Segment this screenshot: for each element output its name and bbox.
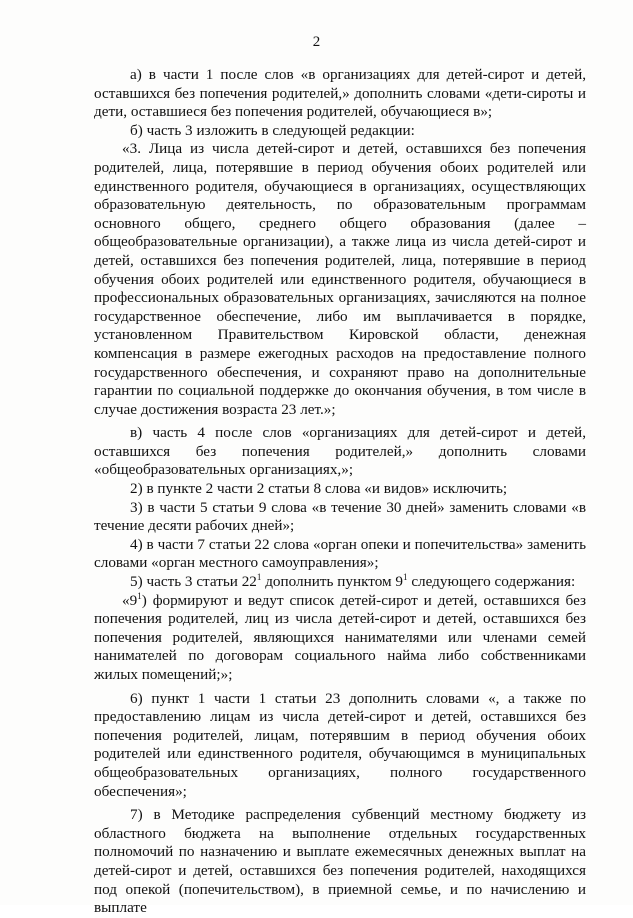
item-7: 7) в Методике распределения субвенций местному бюджету из областного бюджета на выполнение отдельных государственных полномочий по назначению и выплате ежемесячных денежных выплат на детей-сирот и детей, оставшихся без попечения родителей, находящихся под опекой (попечительством), в приемной семье, и по начислению и выплате [94,806,586,917]
item-5-text-start: 5) часть 3 статьи 22 [130,573,257,591]
item-5-text-end: следующего содержания: [407,573,576,591]
item-5-quote-superscript: 1 [137,590,142,601]
paragraph-v: в) часть 4 после слов «организациях для детей-сирот и детей, оставшихся без попечения родителей,» дополнить словами «общеобразовательных организациях,»; [94,424,586,479]
page-number: 2 [312,34,321,50]
item-6: 6) пункт 1 части 1 статьи 23 дополнить словами «, а также по предоставлению лицам из числа детей-сирот и детей, оставшихся без попечения родителей, лицам, потерявшим в период обучения обоих родителей или единственного родителя, обучающимся в муниципальных общеобразовательных организациях, полного государственного обеспечения»; [94,689,586,800]
item-5-superscript-2: 1 [403,571,408,582]
item-5-superscript-1: 1 [256,571,262,582]
paragraph-b-quote: «3. Лица из числа детей-сирот и детей, оставшихся без попечения родителей, лица, потерявшие в период обучения обоих родителей или единственного родителя, обучающиеся в организациях, осуществляющих образовательную деятельность, по образовательным программам основного общего, среднего общего образования (далее – общеобразовательные организации), а также лица из числа детей-сирот и детей, оставшихся без попечения родителей, лица, потерявшие в период обучения обоих родителей или единственного родителя, обучающиеся в профессиональных образовательных организациях, зачисляются на полное государственное обеспечение, либо им выплачивается в порядке, установленном Правительством Кировской области, денежная компенсация в размере ежегодных расходов на предоставление полного государственного обеспечения, и сохраняют право на дополнительные гарантии по социальной поддержке до окончания обучения, в том числе в случае достижения возраста 23 лет.»; [94,140,586,418]
item-2: 2) в пункте 2 части 2 статьи 8 слова «и видов» исключить; [130,480,508,498]
item-5-quote-text: ) формируют и ведут список детей-сирот и детей, оставшихся без попечения родителей, лиц из числа детей-сирот и детей, оставшихся без попечения родителей, являющихся нанимателями или членами семей нанимателей по договорам социального найма либо собственниками жилых помещений;»; [94,591,586,683]
item-5-quote [94,592,586,685]
document-body [94,66,586,918]
item-5 [94,573,586,592]
item-4: 4) в части 7 статьи 22 слова «орган опеки и попечительства» заменить словами «орган местного самоуправления»; [94,535,586,572]
paragraph-b: б) часть 3 изложить в следующей редакции: [130,121,415,139]
item-5-quote-start: «9 [122,591,138,609]
item-3: 3) в части 5 статьи 9 слова «в течение 30 дней» заменить словами «в течение десяти рабочих дней»; [94,498,586,535]
item-5-text-middle: дополнить пунктом 9 [261,573,404,591]
paragraph-a: а) в части 1 после слов «в организациях для детей-сирот и детей, оставшихся без попечения родителей,» дополнить словами «дети-сироты и дети, оставшиеся без попечения родителей, обучающиеся в»; [94,66,586,121]
